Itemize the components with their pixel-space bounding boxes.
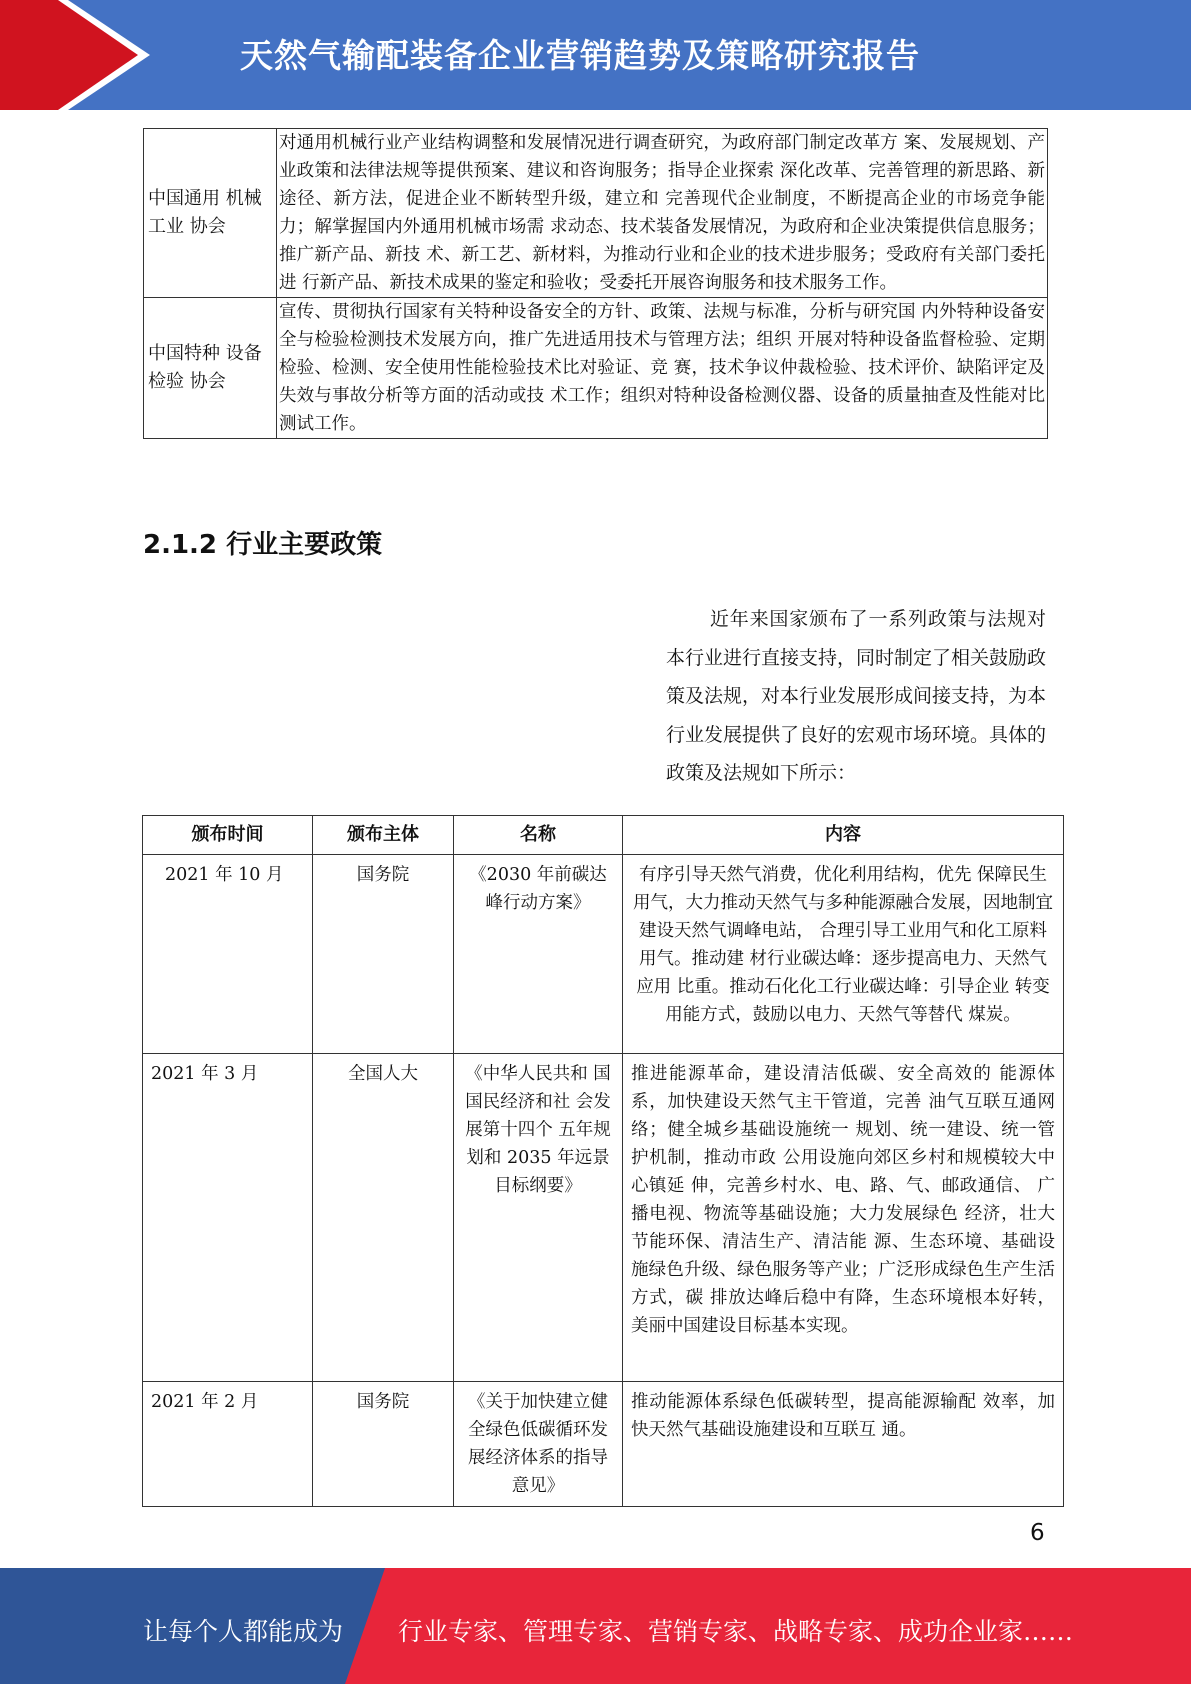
table-row [144, 298, 1048, 439]
table-row [144, 129, 1048, 298]
association-table [143, 128, 1048, 439]
table-row [143, 1054, 1064, 1382]
page-header [0, 0, 1191, 110]
footer-slogan-right: 行业专家、管理专家、营销专家、战略专家、成功企业家…… [398, 1617, 1074, 1646]
table-row [143, 1382, 1064, 1507]
table-row [143, 855, 1064, 1054]
page-footer [0, 1568, 1191, 1684]
header-date: 颁布时间 [143, 816, 313, 855]
policy-name: 《2030 年前碳达峰行动方案》 [454, 855, 623, 1054]
policy-date: 2021 年 2 月 [143, 1382, 313, 1507]
policy-date: 2021 年 3 月 [143, 1054, 313, 1382]
policy-content: 推进能源革命，建设清洁低碳、安全高效的 能源体系，加快建设天然气主干管道，完善 油气互联互通网络；健全城乡基础设施统一 规划、统一建设、统一管护机制，推动市政 公用设施向郊区乡村和规模较大中心镇延 伸，完善乡村水、电、路、气、邮政通信、 广播电视、物流等基础设施；大力发展绿色 经济，壮大节能环保、清洁生产、清洁能 源、生态环境、基础设施绿色升级、绿色服务等产业；广泛形成绿色生产生活方式，碳 排放达峰后稳中有降，生态环境根本好转， 美丽中国建设目标基本实现。 [623, 1054, 1064, 1382]
intro-paragraph: 近年来国家颁布了一系列政策与法规对本行业进行直接支持，同时制定了相关鼓励政策及法规，对本行业发展形成间接支持，为本行业发展提供了良好的宏观市场环境。具体的政策及法规如下所示： [666, 608, 1047, 784]
policy-content: 有序引导天然气消费，优化利用结构，优先 保障民生用气，大力推动天然气与多种能源融合发展，因地制宜建设天然气调峰电站， 合理引导工业用气和化工原料用气。推动建 材行业碳达峰：逐步提高电力、天然气应用 比重。推动石化化工行业碳达峰：引导企业 转变用能方式，鼓励以电力、天然气等替代 煤炭。 [623, 855, 1064, 1054]
header-chevron-icon [0, 0, 150, 110]
header-content: 内容 [623, 816, 1064, 855]
policy-name: 《中华人民共和 国国民经济和社 会发展第十四个 五年规划和 2035 年远景目标纲要》 [454, 1054, 623, 1382]
footer-slogan-left: 让每个人都能成为 [143, 1617, 344, 1646]
header-issuer: 颁布主体 [313, 816, 454, 855]
header-name: 名称 [454, 816, 623, 855]
policy-date: 2021 年 10 月 [143, 855, 313, 1054]
policy-issuer: 国务院 [313, 1382, 454, 1507]
org-description: 对通用机械行业产业结构调整和发展情况进行调查研究，为政府部门制定改革方 案、发展规划、产业政策和法律法规等提供预案、建议和咨询服务；指导企业探索 深化改革、完善管理的新思路、新途径、新方法，促进企业不断转型升级，建立和 完善现代企业制度，不断提高企业的市场竞争能力；解掌握国内外通用机械市场需 求动态、技术装备发展情况，为政府和企业决策提供信息服务；推广新产品、新技 术、新工艺、新材料，为推动行业和企业的技术进步服务；受政府有关部门委托进 行新产品、新技术成果的鉴定和验收；受委托开展咨询服务和技术服务工作。 [277, 129, 1048, 298]
org-description: 宣传、贯彻执行国家有关特种设备安全的方针、政策、法规与标准，分析与研究国 内外特种设备安全与检验检测技术发展方向，推广先进适用技术与管理方法；组织 开展对特种设备监督检验、定期检验、检测、安全使用性能检验技术比对验证、竞 赛，技术争议仲裁检验、技术评价、缺陷评定及失效与事故分析等方面的活动或技 术工作；组织对特种设备检测仪器、设备的质量抽查及性能对比测试工作。 [277, 298, 1048, 439]
policy-name: 《关于加快建立健全绿色低碳循环发展经济体系的指导意见》 [454, 1382, 623, 1507]
org-name: 中国通用 机械工业 协会 [144, 129, 277, 298]
page-number: 6 [1030, 1520, 1045, 1546]
policy-table [142, 815, 1064, 1507]
report-title: 天然气输配装备企业营销趋势及策略研究报告 [240, 36, 920, 75]
table-header-row [143, 816, 1064, 855]
org-name: 中国特种 设备检验 协会 [144, 298, 277, 439]
policy-content: 推动能源体系绿色低碳转型，提高能源输配 效率，加快天然气基础设施建设和互联互 通。 [623, 1382, 1064, 1507]
policy-issuer: 国务院 [313, 855, 454, 1054]
section-heading: 2.1.2 行业主要政策 [143, 530, 383, 560]
policy-issuer: 全国人大 [313, 1054, 454, 1382]
